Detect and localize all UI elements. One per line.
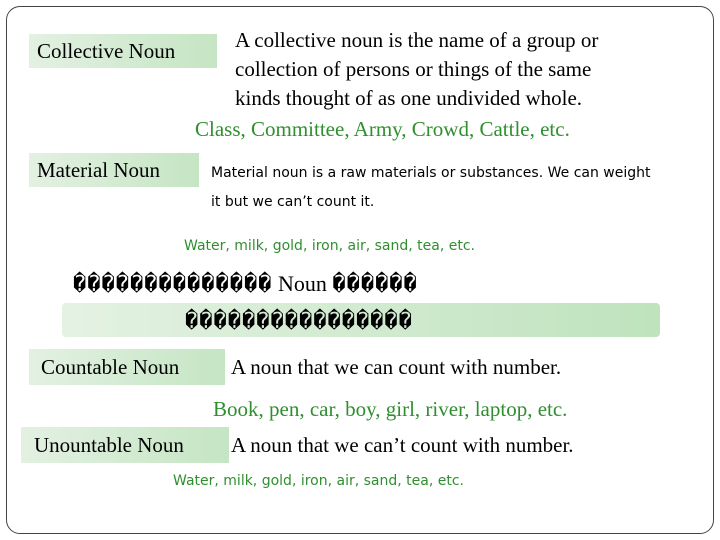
uncountable-noun-definition: A noun that we can’t count with number. [231, 433, 574, 457]
countable-noun-examples: Book, pen, car, boy, girl, river, laptop, etc. [213, 397, 568, 421]
countable-noun-label [29, 349, 225, 385]
heading-line-1 [73, 273, 418, 296]
slide [6, 6, 714, 534]
material-noun-examples: Water, milk, gold, iron, air, sand, tea, etc. [184, 238, 476, 254]
heading-noun-word: Noun [277, 271, 327, 296]
material-noun-definition [211, 159, 651, 217]
uncountable-noun-examples: Water, milk, gold, iron, air, sand, tea, etc. [173, 473, 465, 489]
collective-definition-line: A collective noun is the name of a group or [235, 28, 599, 52]
material-definition-line: Material noun is a raw materials or substances. We can weight [211, 165, 651, 181]
countable-noun-label-text: Countable Noun [41, 354, 180, 379]
collective-noun-label-text: Collective Noun [37, 38, 176, 63]
collective-noun-label [29, 34, 217, 68]
collective-noun-examples: Class, Committee, Army, Crowd, Cattle, etc. [195, 117, 570, 141]
heading-garbled-left: �������������� [73, 272, 273, 297]
material-definition-line: it but we can’t count it. [211, 194, 375, 210]
material-noun-label-text: Material Noun [37, 157, 161, 182]
uncountable-noun-label-text: Unountable Noun [34, 432, 184, 457]
uncountable-noun-label [21, 427, 229, 463]
collective-noun-definition [235, 26, 598, 113]
collective-definition-line: collection of persons or things of the same [235, 57, 592, 81]
collective-definition-line: kinds thought of as one undivided whole. [235, 86, 583, 110]
heading-line-2: ���������������� [185, 309, 413, 334]
material-noun-label [29, 153, 199, 187]
heading-garbled-right: ������ [332, 272, 418, 297]
countable-noun-definition: A noun that we can count with number. [231, 355, 562, 379]
